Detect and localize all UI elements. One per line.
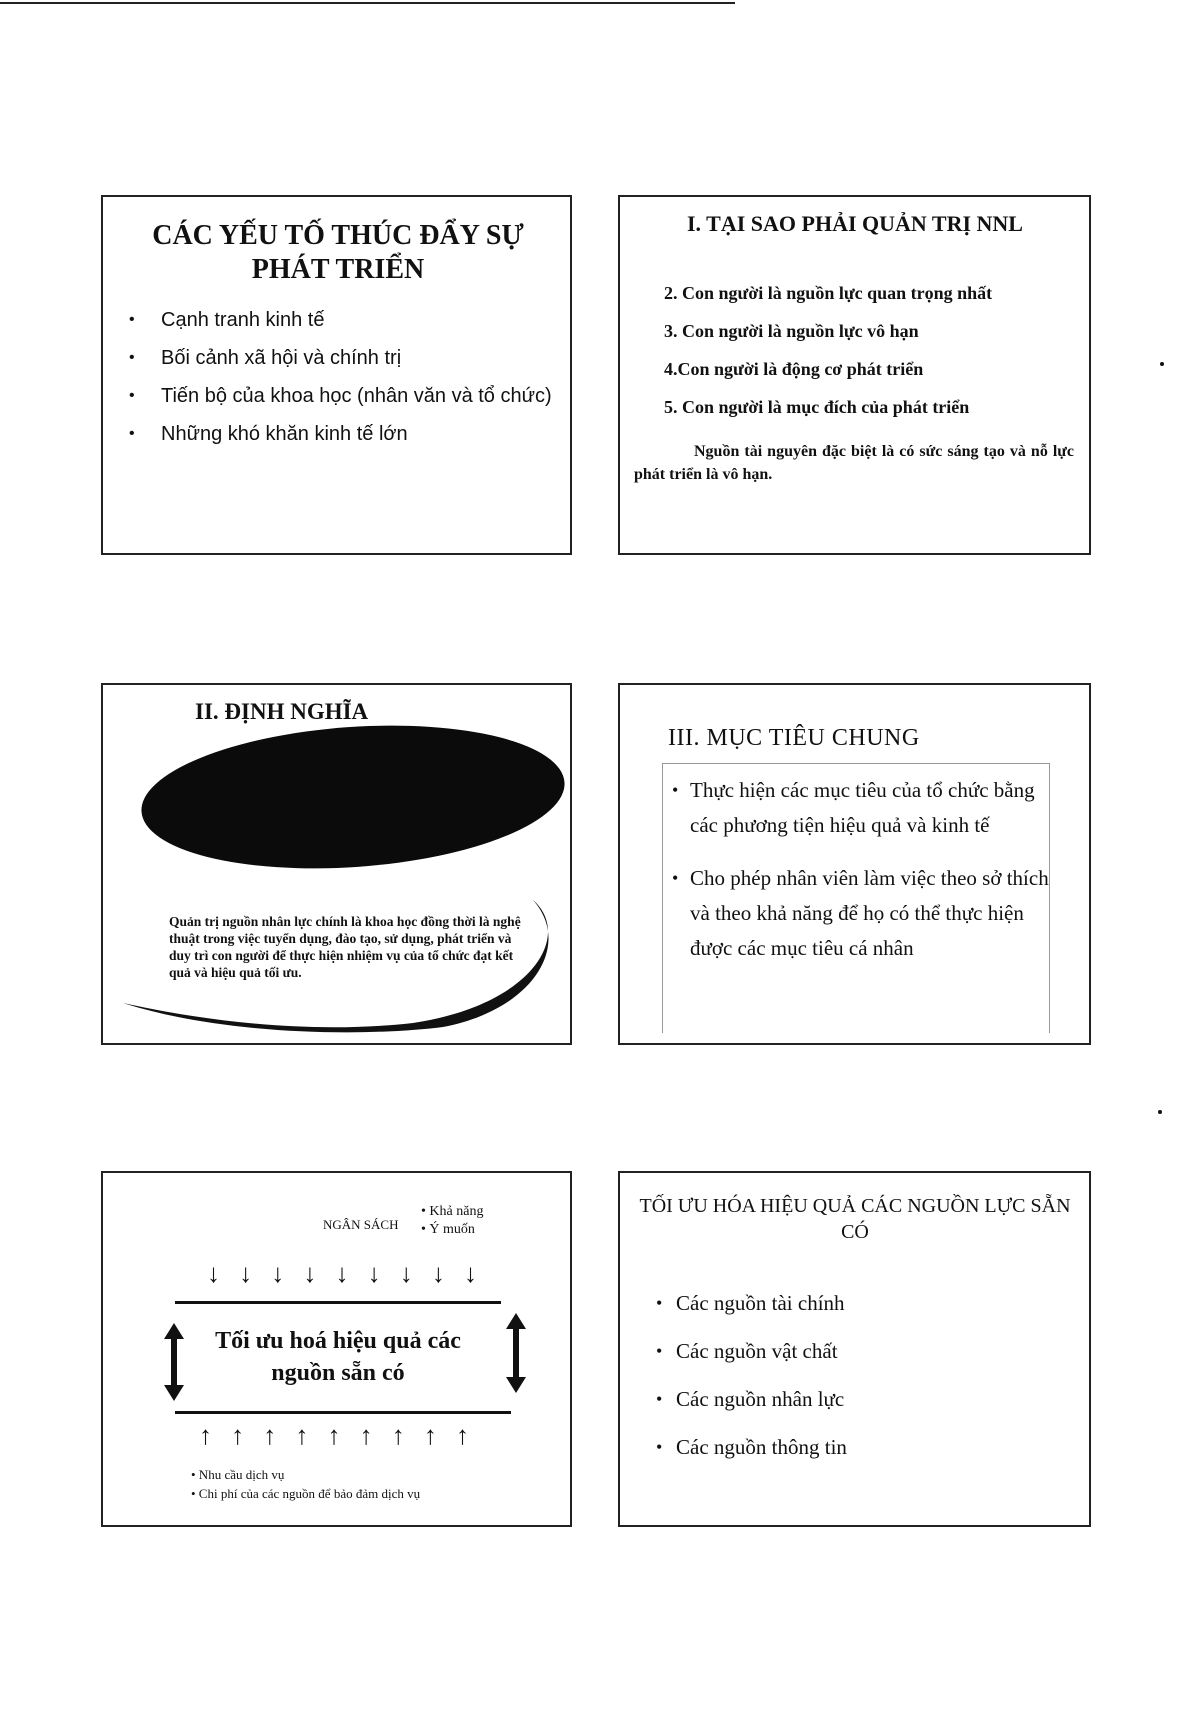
up-arrow-icon: ↑ xyxy=(327,1421,341,1450)
down-arrow-icon: ↓ xyxy=(399,1259,413,1288)
list-item: • Tiến bộ của khoa học (nhân văn và tổ chức) xyxy=(123,383,553,409)
up-arrow-icon: ↑ xyxy=(295,1421,309,1450)
list-item: • Những khó khăn kinh tế lớn xyxy=(123,421,553,447)
up-arrow-icon: ↑ xyxy=(231,1421,245,1450)
resource-list xyxy=(656,1289,847,1481)
list-item: 2. Con người là nguồn lực quan trọng nhất xyxy=(664,283,993,303)
slide-note: Nguồn tài nguyên đặc biệt là có sức sáng tạo và nỗ lực phát triển là vô hạn. xyxy=(634,443,1074,483)
objective-list xyxy=(670,773,1050,984)
up-arrow-icon: ↑ xyxy=(456,1421,469,1450)
slide-definition xyxy=(101,683,572,1045)
slide-growth-factors xyxy=(101,195,572,555)
reason-list xyxy=(664,281,992,433)
list-item: • Các nguồn vật chất xyxy=(656,1337,847,1365)
speck xyxy=(1160,362,1164,366)
center-line: nguồn sẵn có xyxy=(271,1360,405,1386)
list-item: 3. Con người là nguồn lực vô hạn xyxy=(664,321,919,341)
list-item: • Các nguồn thông tin xyxy=(656,1433,847,1461)
list-item: 5. Con người là mục đích của phát triển xyxy=(664,397,970,417)
bullet-list xyxy=(123,307,553,459)
speck xyxy=(1158,1110,1162,1114)
down-arrow-icon: ↓ xyxy=(271,1259,285,1288)
down-arrow-icon: ↓ xyxy=(335,1259,349,1288)
down-arrow-icon: ↓ xyxy=(239,1259,253,1288)
slide-optimization-diagram xyxy=(101,1171,572,1527)
slide-title: TỐI ƯU HÓA HIỆU QUẢ CÁC NGUỒN LỰC SẴN CÓ xyxy=(639,1195,1071,1243)
divider-top xyxy=(175,1301,501,1304)
slide-optimize-resources xyxy=(618,1171,1091,1527)
budget-label: NGÂN SÁCH xyxy=(323,1217,399,1232)
up-arrow-icon: ↑ xyxy=(391,1421,405,1450)
down-arrow-icon: ↓ xyxy=(207,1259,220,1288)
needs-list xyxy=(191,1465,420,1503)
down-arrows xyxy=(207,1259,477,1289)
up-arrow-icon: ↑ xyxy=(359,1421,373,1450)
list-item: • Cạnh tranh kinh tế xyxy=(123,307,553,333)
list-item: • Nhu cầu dịch vụ xyxy=(191,1467,285,1482)
requirements-list xyxy=(421,1203,483,1239)
list-item: • Chi phí của các nguồn để bảo đảm dịch vụ xyxy=(191,1486,421,1501)
down-arrow-icon: ↓ xyxy=(431,1259,445,1288)
ellipse-graphic xyxy=(103,685,570,1043)
down-arrow-icon: ↓ xyxy=(464,1259,477,1288)
list-item: • Các nguồn nhân lực xyxy=(656,1385,847,1413)
slide-why-hrm xyxy=(618,195,1091,555)
up-arrow-icon: ↑ xyxy=(423,1421,437,1450)
down-arrow-icon: ↓ xyxy=(367,1259,381,1288)
list-item: • Cho phép nhân viên làm việc theo sở thích và theo khả năng để họ có thể thực hiện được các mục tiêu cá nhân xyxy=(670,861,1050,966)
list-item: • Khả năng xyxy=(421,1204,484,1219)
down-arrow-icon: ↓ xyxy=(303,1259,317,1288)
definition-text: Quản trị nguồn nhân lực chính là khoa học đồng thời là nghệ thuật trong việc tuyển dụng, đào tạo, sử dụng, phát triển và duy trì con người để thực hiện nhiệm vụ của tổ chức đạt kết quả và hiệu quả tối ưu. xyxy=(169,914,521,980)
list-item: • Ý muốn xyxy=(421,1222,475,1237)
list-item: • Các nguồn tài chính xyxy=(656,1289,847,1317)
double-arrow-right-icon xyxy=(505,1313,527,1393)
up-arrow-icon: ↑ xyxy=(263,1421,277,1450)
slide-title: II. ĐỊNH NGHĨA xyxy=(195,699,369,724)
center-text xyxy=(173,1325,503,1389)
up-arrow-icon: ↑ xyxy=(199,1421,212,1450)
up-arrows xyxy=(199,1421,469,1451)
slide-title: CÁC YẾU TỐ THÚC ĐẨY SỰ PHÁT TRIỂN xyxy=(152,220,524,285)
slide-general-objectives xyxy=(618,683,1091,1045)
divider-bottom xyxy=(175,1411,511,1414)
center-line: Tối ưu hoá hiệu quả các xyxy=(215,1328,461,1354)
slide-title: I. TẠI SAO PHẢI QUẢN TRỊ NNL xyxy=(687,211,1023,236)
list-item: • Thực hiện các mục tiêu của tổ chức bằng các phương tiện hiệu quả và kinh tế xyxy=(670,773,1050,843)
list-item: • Bối cảnh xã hội và chính trị xyxy=(123,345,553,371)
slide-title: III. MỤC TIÊU CHUNG xyxy=(668,725,920,751)
page-top-rule xyxy=(0,2,735,4)
list-item: 4.Con người là động cơ phát triển xyxy=(664,359,924,379)
